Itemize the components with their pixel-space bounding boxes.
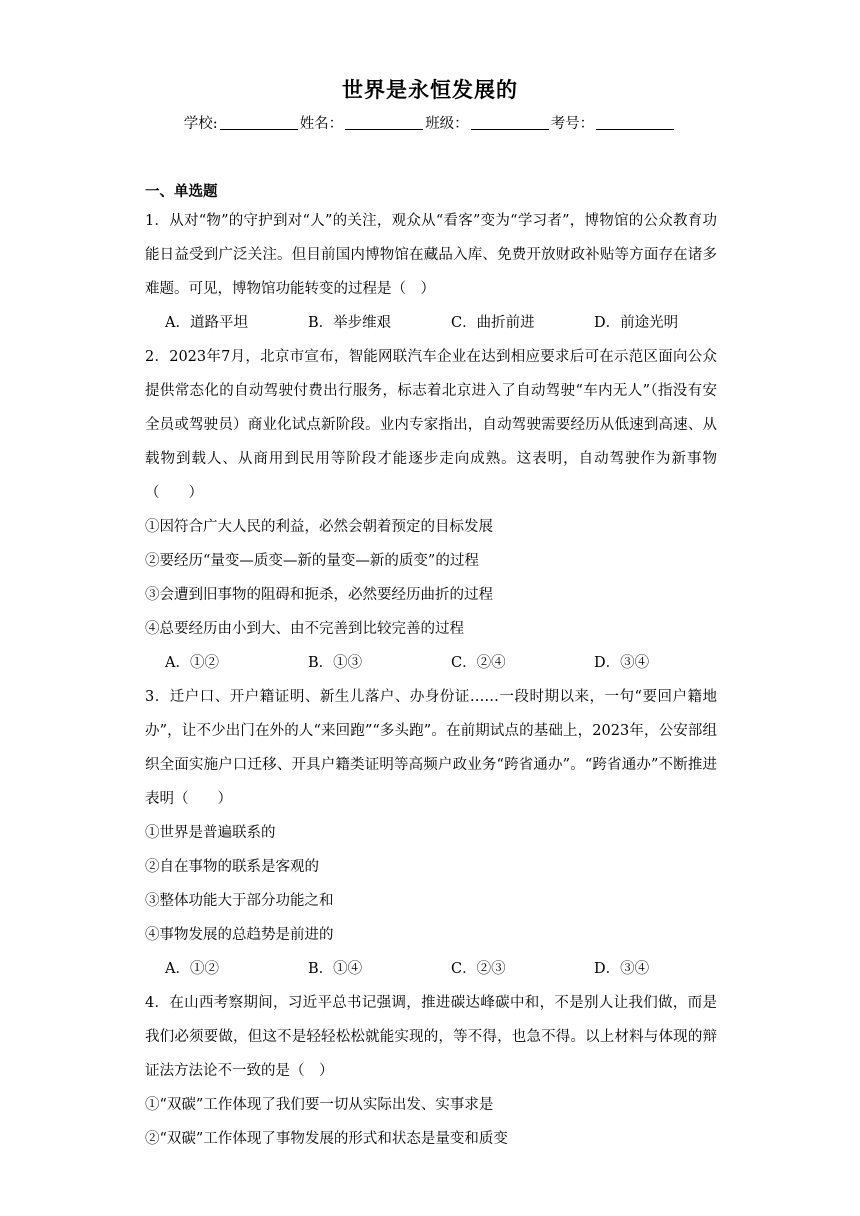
question-stem: 2．2023年7月，北京市宣布，智能网联汽车企业在达到相应要求后可在示范区面向公众提供常态化的自动驾驶付费出行服务，标志着北京进入了自动驾驶“车内无人”（指没有安全员或驾驶员）商业化试点新阶段。业内专家指出，自动驾驶需要经历从低速到高速、从载物到载人、从商用到民用等阶段才能逐步走向成熟。这表明，自动驾驶作为新事物（ ） <box>145 349 717 501</box>
name-label: 姓名： <box>299 116 344 132</box>
question-stem: 4．在山西考察期间，习近平总书记强调，推进碳达峰碳中和，不是别人让我们做，而是我们必须要做，但这不是轻轻松松就能实现的，等不得，也急不得。以上材料与体现的辩证法方法论不一致的是（ ） <box>145 995 717 1079</box>
option-d: D．前途光明 <box>594 315 679 331</box>
option-c: C．②③ <box>451 961 506 977</box>
option-b: B．①④ <box>308 961 363 977</box>
statement-item: ①因符合广大人民的利益，必然会朝着预定的目标发展 <box>145 519 493 535</box>
statement-item: ③整体功能大于部分功能之和 <box>145 893 334 909</box>
exam-number-blank[interactable] <box>596 129 674 130</box>
statement-item: ④总要经历由小到大、由不完善到比较完善的过程 <box>145 621 464 637</box>
class-label: 班级： <box>425 116 469 132</box>
question-1 <box>145 204 717 340</box>
document-title: 世界是永恒发展的 <box>342 78 518 102</box>
name-blank[interactable] <box>345 129 423 130</box>
option-c: C．②④ <box>451 655 506 671</box>
student-info-line <box>0 112 860 133</box>
option-a: A．①② <box>165 961 219 977</box>
option-b: B．①③ <box>308 655 363 671</box>
option-row <box>145 952 717 986</box>
class-blank[interactable] <box>471 129 549 130</box>
school-label: 学校: <box>183 116 218 132</box>
question-list <box>145 204 717 1156</box>
question-2 <box>145 340 717 680</box>
option-d: D．③④ <box>594 655 650 671</box>
statement-item: ②要经历“量变—质变—新的量变—新的质变”的过程 <box>145 553 479 569</box>
statement-item: ①“双碳”工作体现了我们要一切从实际出发、实事求是 <box>145 1097 494 1113</box>
statement-item: ③会遭到旧事物的阻碍和扼杀，必然要经历曲折的过程 <box>145 587 493 603</box>
statement-item: ④事物发展的总趋势是前进的 <box>145 927 334 943</box>
option-c: C．曲折前进 <box>451 315 535 331</box>
section-title: 一、单选题 <box>145 184 218 200</box>
option-d: D．③④ <box>594 961 650 977</box>
option-row <box>145 306 717 340</box>
question-3 <box>145 680 717 986</box>
question-stem: 3．迁户口、开户籍证明、新生儿落户、办身份证……一段时期以来，一句“要回户籍地办”，让不少出门在外的人“来回跑”“多头跑”。在前期试点的基础上，2023年，公安部组织全面实施户口迁移、开具户籍类证明等高频户政业务“跨省通办”。“跨省通办”不断推进表明（ ） <box>145 689 717 807</box>
question-4 <box>145 986 717 1156</box>
option-a: A．①② <box>165 655 219 671</box>
school-blank[interactable] <box>220 129 298 130</box>
option-b: B．举步维艰 <box>308 315 392 331</box>
option-a: A．道路平坦 <box>165 315 248 331</box>
statement-item: ②“双碳”工作体现了事物发展的形式和状态是量变和质变 <box>145 1131 508 1147</box>
question-stem: 1．从对“物”的守护到对“人”的关注，观众从“看客”变为“学习者”，博物馆的公众教育功能日益受到广泛关注。但目前国内博物馆在藏品入库、免费开放财政补贴等方面存在诸多难题。可见，博物馆功能转变的过程是（ ） <box>145 213 717 297</box>
option-row <box>145 646 717 680</box>
statement-item: ②自在事物的联系是客观的 <box>145 859 319 875</box>
exam-number-label: 考号： <box>550 116 595 132</box>
statement-item: ①世界是普遍联系的 <box>145 825 276 841</box>
